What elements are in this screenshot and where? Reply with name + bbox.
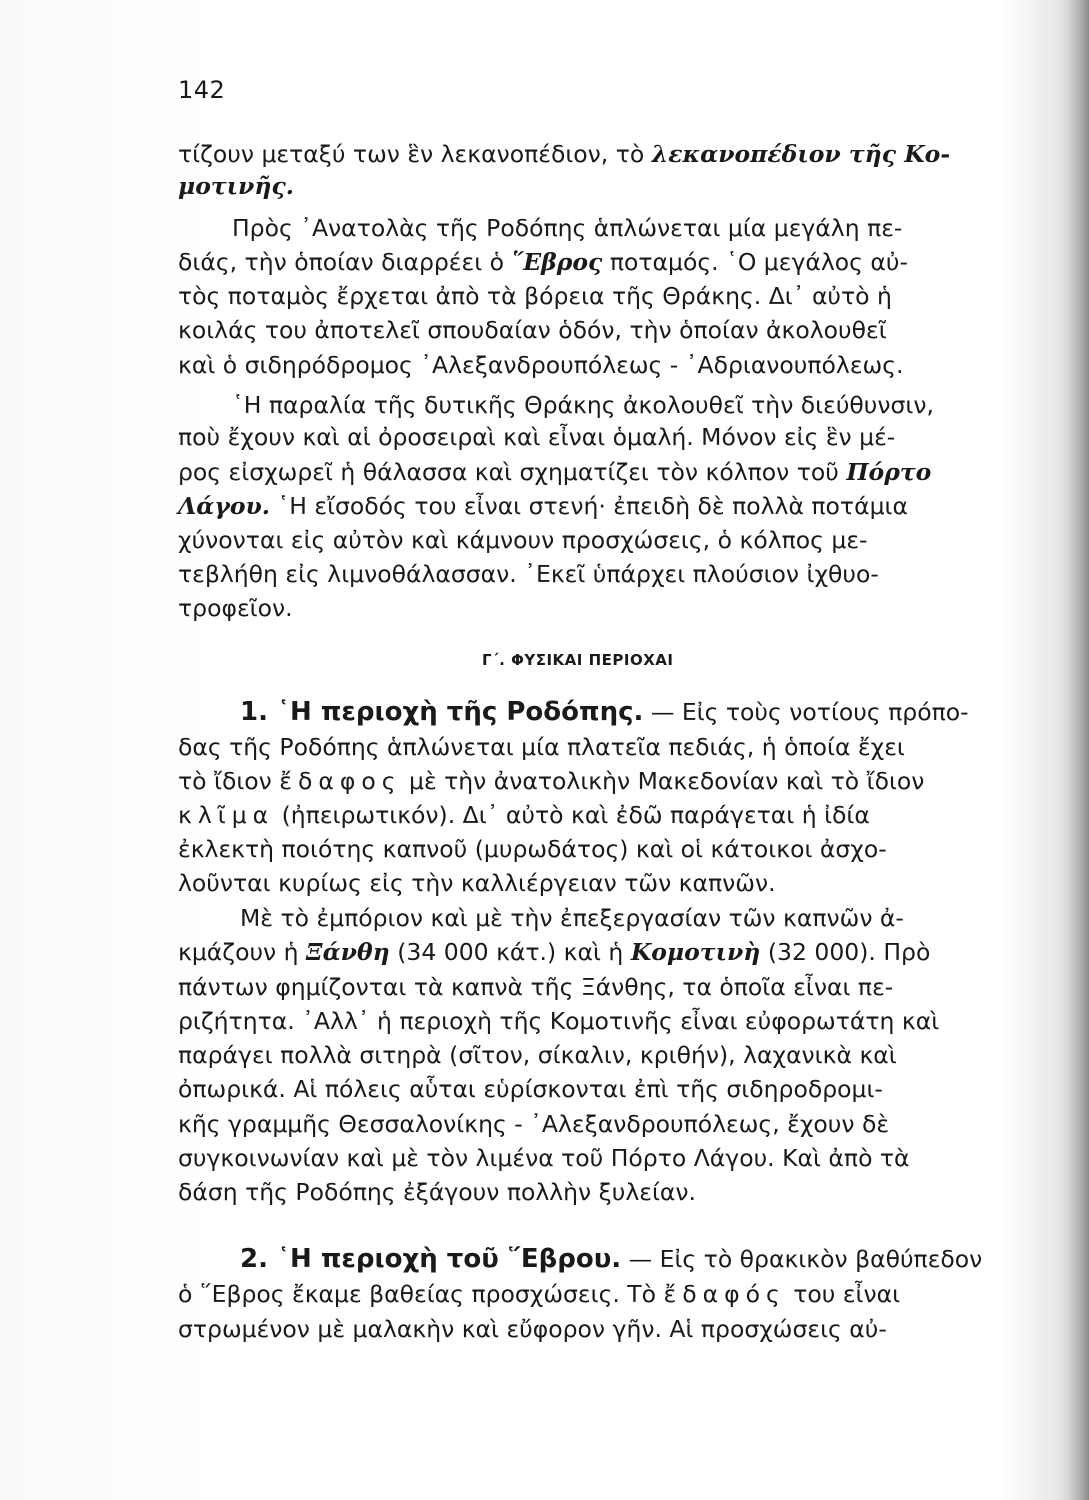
text-line: λοῦνται κυρίως εἰς τὴν καλλιέργειαν τῶν καπνῶν. xyxy=(178,869,776,897)
text-line: 2. ῾Η περιοχὴ τοῦ ῞Εβρου. — Εἰς τὸ θρακικὸν βαθύπεδον xyxy=(240,1244,983,1274)
text-line: κοιλάς του ἀποτελεῖ σπουδαίαν ὁδόν, τὴν ὁποίαν ἀκολουθεῖ xyxy=(178,316,887,344)
text-line: χύνονται εἰς αὐτὸν καὶ κάμνουν προσχώσεις, ὁ κόλπος με- xyxy=(178,526,868,554)
text-line: παράγει πολλὰ σιτηρὰ (σῖτον, σίκαλιν, κριθήν), λαχανικὰ καὶ xyxy=(178,1041,897,1069)
section-heading: Γ΄. ΦΥΣΙΚΑΙ ΠΕΡΙΟΧΑΙ xyxy=(482,651,674,669)
text-line: δάση τῆς Ροδόπης ἐξάγουν πολλὴν ξυλείαν. xyxy=(178,1178,696,1206)
text-line: διάς, τὴν ὁποίαν διαρρέει ὁ ῞Εβρος ποταμός. ῾Ο μεγάλος αὐ- xyxy=(178,248,908,276)
text-line: ἐκλεκτὴ ποιότης καπνοῦ (μυρωδάτος) καὶ οἱ κάτοικοι ἀσχο- xyxy=(178,835,887,863)
text-line: στρωμένον μὲ μαλακὴν καὶ εὔφορον γῆν. Αἱ προσχώσεις αὐ- xyxy=(178,1315,887,1343)
text-line: Λάγου. ῾Η εἴσοδός του εἶναι στενή· ἐπειδὴ δὲ πολλὰ ποτάμια xyxy=(178,492,908,520)
text-line: πάντων φημίζονται τὰ καπνὰ τῆς Ξάνθης, τα ὁποῖα εἶναι πε- xyxy=(178,973,894,1001)
spaced-term: ἔδαφος xyxy=(279,767,402,795)
emphasis-term: λεκανοπέδιον τῆς Κο- xyxy=(651,140,951,168)
text-line: ποὺ ἔχουν καὶ αἱ ὀροσειραὶ καὶ εἶναι ὁμαλή. Μόνον εἰς ἓν μέ- xyxy=(178,423,896,451)
text-line: ὀπωρικά. Αἱ πόλεις αὗται εὑρίσκονται ἐπὶ τῆς σιδηροδρομι- xyxy=(178,1075,883,1103)
page-number: 142 xyxy=(178,76,226,104)
text-line: τὸ ἴδιον ἔδαφος μὲ τὴν ἀνατολικὴν Μακεδονίαν καὶ τὸ ἴδιον xyxy=(178,767,925,795)
emphasis-term: ῞Εβρος xyxy=(511,248,603,276)
text-line: τροφεῖον. xyxy=(178,594,293,622)
text-line: ὁ ῞Εβρος ἔκαμε βαθείας προσχώσεις. Τὸ ἔδαφός του εἶναι xyxy=(178,1280,901,1308)
emphasis-term: Λάγου. xyxy=(178,492,270,520)
emphasis-term: μοτινῆς. xyxy=(178,172,294,200)
text-line: Μὲ τὸ ἐμπόριον καὶ μὲ τὴν ἐπεξεργασίαν τῶν καπνῶν ἀ- xyxy=(240,904,904,932)
text-line: κλῖμα (ἠπειρωτικόν). Δι᾿ αὐτὸ καὶ ἐδῶ παράγεται ἡ ἰδία xyxy=(178,801,870,829)
text-line: 1. ῾Η περιοχὴ τῆς Ροδόπης. — Εἰς τοὺς νοτίους πρόπο- xyxy=(240,697,969,727)
spaced-term: κλῖμα xyxy=(178,801,275,829)
text-line xyxy=(178,170,294,202)
subsection-title: 1. ῾Η περιοχὴ τῆς Ροδόπης. xyxy=(240,697,644,727)
text-line: καὶ ὁ σιδηρόδρομος ᾿Αλεξανδρουπόλεως - ᾿Αδριανουπόλεως. xyxy=(178,351,904,379)
text-line: ριζήτητα. ᾿Αλλ᾿ ἡ περιοχὴ τῆς Κομοτινῆς εἶναι εὐφορωτάτη καὶ xyxy=(178,1007,940,1035)
text-line: κμάζουν ἡ Ξάνθη (34 000 κάτ.) καὶ ἡ Κομοτινὴ (32 000). Πρὸ xyxy=(178,938,931,966)
emphasis-term: Πόρτο xyxy=(846,458,932,486)
spaced-term: ἔδαφός xyxy=(663,1280,786,1308)
text-line: συγκοινωνίαν καὶ μὲ τὸν λιμένα τοῦ Πόρτο Λάγου. Καὶ ἀπὸ τὰ xyxy=(178,1144,910,1172)
text-line: ῾Η παραλία τῆς δυτικῆς Θράκης ἀκολουθεῖ τὴν διεύθυνσιν, xyxy=(232,391,934,419)
text-line: τὸς ποταμὸς ἔρχεται ἀπὸ τὰ βόρεια τῆς Θράκης. Δι᾿ αὐτὸ ἡ xyxy=(178,282,892,310)
text-line: Πρὸς ᾿Ανατολὰς τῆς Ροδόπης ἁπλώνεται μία μεγάλη πε- xyxy=(232,214,903,242)
page-edge-shadow xyxy=(1067,0,1089,1500)
text-line: κῆς γραμμῆς Θεσσαλονίκης - ᾿Αλεξανδρουπόλεως, ἔχουν δὲ xyxy=(178,1110,890,1138)
text-line: δας τῆς Ροδόπης ἁπλώνεται μία πλατεῖα πεδιάς, ἡ ὁποία ἔχει xyxy=(178,733,905,761)
subsection-title: 2. ῾Η περιοχὴ τοῦ ῞Εβρου. xyxy=(240,1244,622,1274)
emphasis-term: Ξάνθη xyxy=(306,938,390,966)
emphasis-term: Κομοτινὴ xyxy=(630,938,761,966)
text-line: ρος εἰσχωρεῖ ἡ θάλασσα καὶ σχηματίζει τὸν κόλπον τοῦ Πόρτο xyxy=(178,458,932,486)
text-line: τεβλήθη εἰς λιμνοθάλασσαν. ᾿Εκεῖ ὑπάρχει πλούσιον ἰχθυο- xyxy=(178,560,879,588)
text-line: τίζουν μεταξύ των ἓν λεκανοπέδιον, τὸ λεκανοπέδιον τῆς Κο- xyxy=(178,140,951,168)
